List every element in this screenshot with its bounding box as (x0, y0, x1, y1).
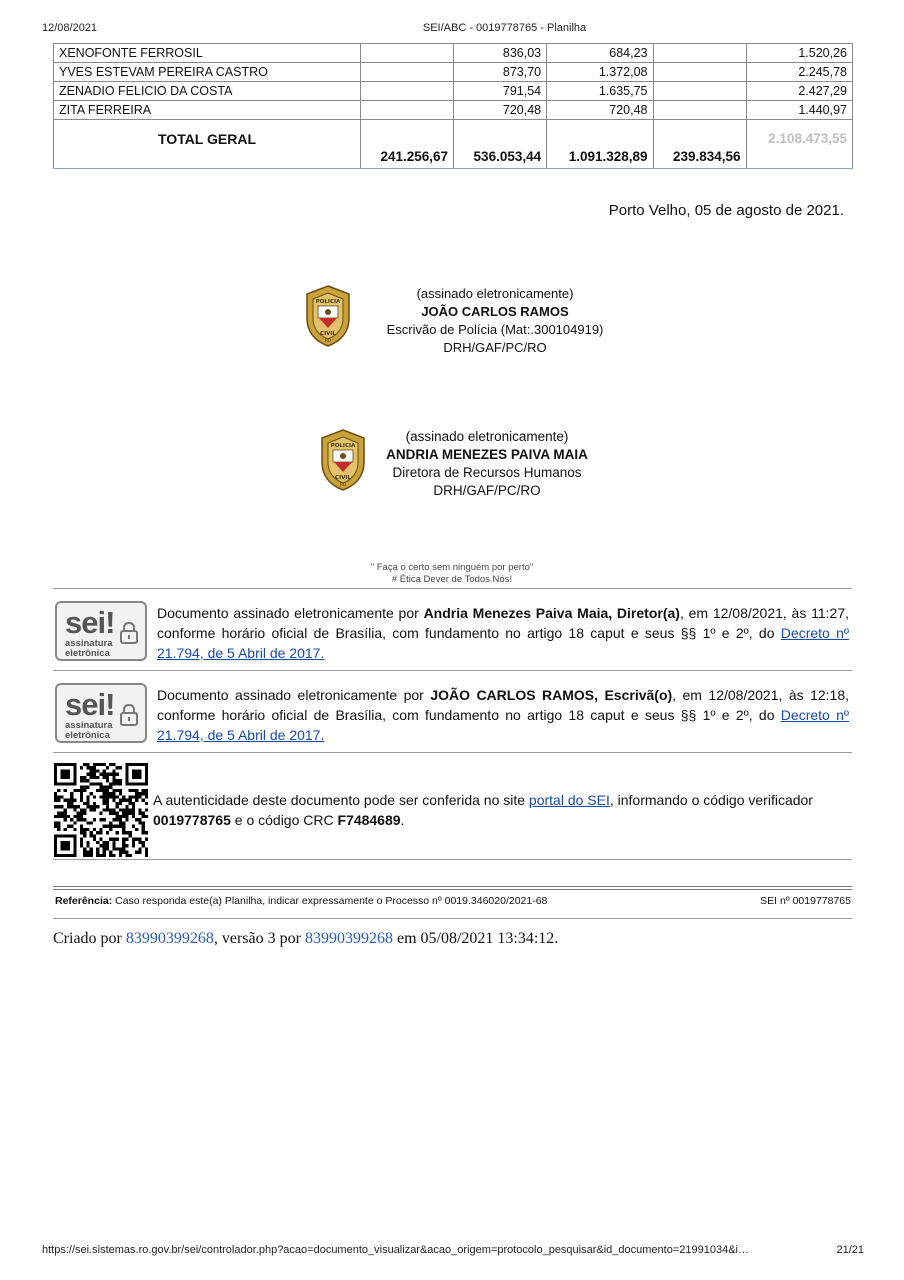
value-cell-c2: 720,48 (454, 101, 547, 120)
signatory-2 (372, 428, 602, 500)
total-label: TOTAL GERAL (54, 120, 361, 169)
authenticity-end: . (400, 812, 405, 828)
creator-user-link[interactable]: 83990399268 (125, 930, 214, 947)
value-cell-c3: 1.372,08 (547, 63, 653, 82)
sei-seal-caption (65, 721, 113, 741)
created-middle: , versão 3 por (213, 930, 305, 947)
badge-bottom-text: CIVIL (335, 475, 351, 481)
total-c5: 2.108.473,55 (746, 120, 852, 169)
version-user-link[interactable]: 83990399268 (304, 930, 393, 947)
badge-state-text: RO (340, 482, 346, 487)
value-cell-c4 (653, 101, 746, 120)
sei-logo: sei! (65, 687, 115, 722)
place-date: Porto Velho, 05 de agosto de 2021. (608, 202, 844, 219)
page-number: 21/21 (836, 1244, 864, 1256)
police-badge-2 (318, 428, 368, 497)
value-cell-c2: 791,54 (454, 82, 547, 101)
e-signature-1-text (157, 603, 849, 663)
qr-code (54, 763, 148, 862)
value-cell-c1 (361, 44, 454, 63)
police-badge-icon (303, 284, 353, 348)
salary-table (53, 43, 853, 169)
print-date: 12/08/2021 (42, 22, 98, 34)
value-cell-c1 (361, 63, 454, 82)
value-cell-c3: 720,48 (547, 101, 653, 120)
divider (53, 889, 852, 890)
sei-seal-line-1: assinatura (65, 638, 113, 649)
table-row (54, 101, 853, 120)
lock-icon (119, 621, 139, 645)
police-badge-1 (303, 284, 353, 353)
value-cell-c3: 1.635,75 (547, 82, 653, 101)
value-cell-c5: 2.427,29 (746, 82, 852, 101)
signatory-2-note: (assinado eletronicamente) (405, 429, 569, 444)
badge-bottom-text: CIVIL (320, 331, 336, 337)
value-cell-c1 (361, 101, 454, 120)
value-cell-c3: 684,23 (547, 44, 653, 63)
sei-seal-2 (55, 683, 147, 743)
total-c2: 536.053,44 (454, 120, 547, 169)
e-signature-2-middle: , em 12/08/2021, às 12:18, conforme horário oficial de Brasília, com fundamento no artigo 18 caput e seus §§ 1º e 2º, do (157, 687, 849, 723)
total-c3: 1.091.328,89 (547, 120, 653, 169)
e-signature-1-prefix: Documento assinado eletronicamente por (157, 605, 424, 621)
sei-seal-1 (55, 601, 147, 661)
decree-link-2[interactable]: Decreto nº 21.794, de 5 Abril de 2017. (157, 707, 850, 743)
signatory-1-name: JOÃO CARLOS RAMOS (421, 304, 569, 319)
signatory-1-note: (assinado eletronicamente) (416, 286, 574, 301)
qr-code-icon (54, 763, 148, 857)
value-cell-c5: 1.520,26 (746, 44, 852, 63)
sei-logo: sei! (65, 605, 115, 640)
value-cell-c2: 836,03 (454, 44, 547, 63)
table-row (54, 82, 853, 101)
divider (53, 588, 852, 589)
employee-name: YVES ESTEVAM PEREIRA CASTRO (54, 63, 361, 82)
sei-seal-line-2: eletrônica (65, 730, 110, 741)
sei-number: SEI nº 0019778765 (760, 895, 851, 907)
lock-icon (119, 703, 139, 727)
sei-seal-caption (65, 639, 113, 659)
reference-label: Referência: (55, 895, 113, 907)
signatory-2-name: ANDRIA MENEZES PAIVA MAIA (386, 447, 588, 462)
signatory-1 (370, 285, 620, 357)
e-signature-2-prefix: Documento assinado eletronicamente por (157, 687, 431, 703)
e-signature-1-name: Andria Menezes Paiva Maia, Diretor(a) (423, 605, 680, 621)
value-cell-c4 (653, 82, 746, 101)
motto-line-2: # Ética Dever de Todos Nós! (391, 574, 513, 585)
footer-url: https://sei.sistemas.ro.gov.br/sei/controlador.php?acao=documento_visualizar&acao_origem=protocolo_pesquisar&id_documento=21991034&i… (42, 1244, 749, 1256)
signatory-1-unit: DRH/GAF/PC/RO (443, 340, 547, 355)
motto-line-1: " Faça o certo sem ninguém por perto" (370, 562, 534, 573)
employee-name: ZENADIO FELICIO DA COSTA (54, 82, 361, 101)
created-by (53, 930, 558, 948)
authenticity-middle: , informando o código verificador (609, 792, 813, 808)
crc-code: F7484689 (337, 812, 401, 828)
verifier-code: 0019778765 (153, 812, 231, 828)
print-title: SEI/ABC - 0019778765 - Planilha (422, 22, 587, 34)
value-cell-c4 (653, 44, 746, 63)
signatory-1-role: Escrivão de Polícia (Mat:.300104919) (386, 322, 604, 337)
signatory-2-unit: DRH/GAF/PC/RO (433, 483, 541, 498)
table-row (54, 44, 853, 63)
created-suffix: em 05/08/2021 13:34:12. (392, 930, 559, 947)
sei-seal-line-2: eletrônica (65, 648, 110, 659)
authenticity-text (153, 790, 853, 830)
divider (53, 670, 852, 671)
e-signature-2-name: JOÃO CARLOS RAMOS, Escrivã(o) (430, 687, 673, 703)
authenticity-prefix: A autenticidade deste documento pode ser conferida no site (153, 792, 529, 808)
employee-name: ZITA FERREIRA (54, 101, 361, 120)
total-c1: 241.256,67 (361, 120, 454, 169)
value-cell-c5: 1.440,97 (746, 101, 852, 120)
created-prefix: Criado por (53, 930, 126, 947)
reference-text: Caso responda este(a) Planilha, indicar expressamente o Processo nº 0019.346020/2021-68 (112, 895, 548, 907)
reference (55, 895, 547, 907)
e-signature-1-middle: , em 12/08/2021, às 11:27, conforme horário oficial de Brasília, com fundamento no artigo 18 caput e seus §§ 1º e 2º, do (157, 605, 849, 641)
signatory-2-role: Diretora de Recursos Humanos (392, 465, 582, 480)
sei-seal-line-1: assinatura (65, 720, 113, 731)
value-cell-c4 (653, 63, 746, 82)
police-badge-icon (318, 428, 368, 492)
e-signature-2-text (157, 685, 849, 745)
value-cell-c5: 2.245,78 (746, 63, 852, 82)
sei-portal-link[interactable]: portal do SEI (528, 792, 610, 808)
divider (53, 886, 852, 887)
divider (53, 918, 852, 919)
value-cell-c1 (361, 82, 454, 101)
divider (53, 752, 852, 753)
divider (53, 859, 852, 860)
badge-top-text: POLICIA (315, 299, 341, 305)
employee-name: XENOFONTE FERROSIL (54, 44, 361, 63)
motto (0, 562, 904, 586)
value-cell-c2: 873,70 (454, 63, 547, 82)
decree-link-1[interactable]: Decreto nº 21.794, de 5 Abril de 2017. (157, 625, 850, 661)
badge-top-text: POLICIA (330, 443, 356, 449)
table-row (54, 63, 853, 82)
authenticity-middle-2: e o código CRC (230, 812, 338, 828)
total-c4: 239.834,56 (653, 120, 746, 169)
total-row (54, 120, 853, 169)
badge-state-text: RO (325, 338, 331, 343)
